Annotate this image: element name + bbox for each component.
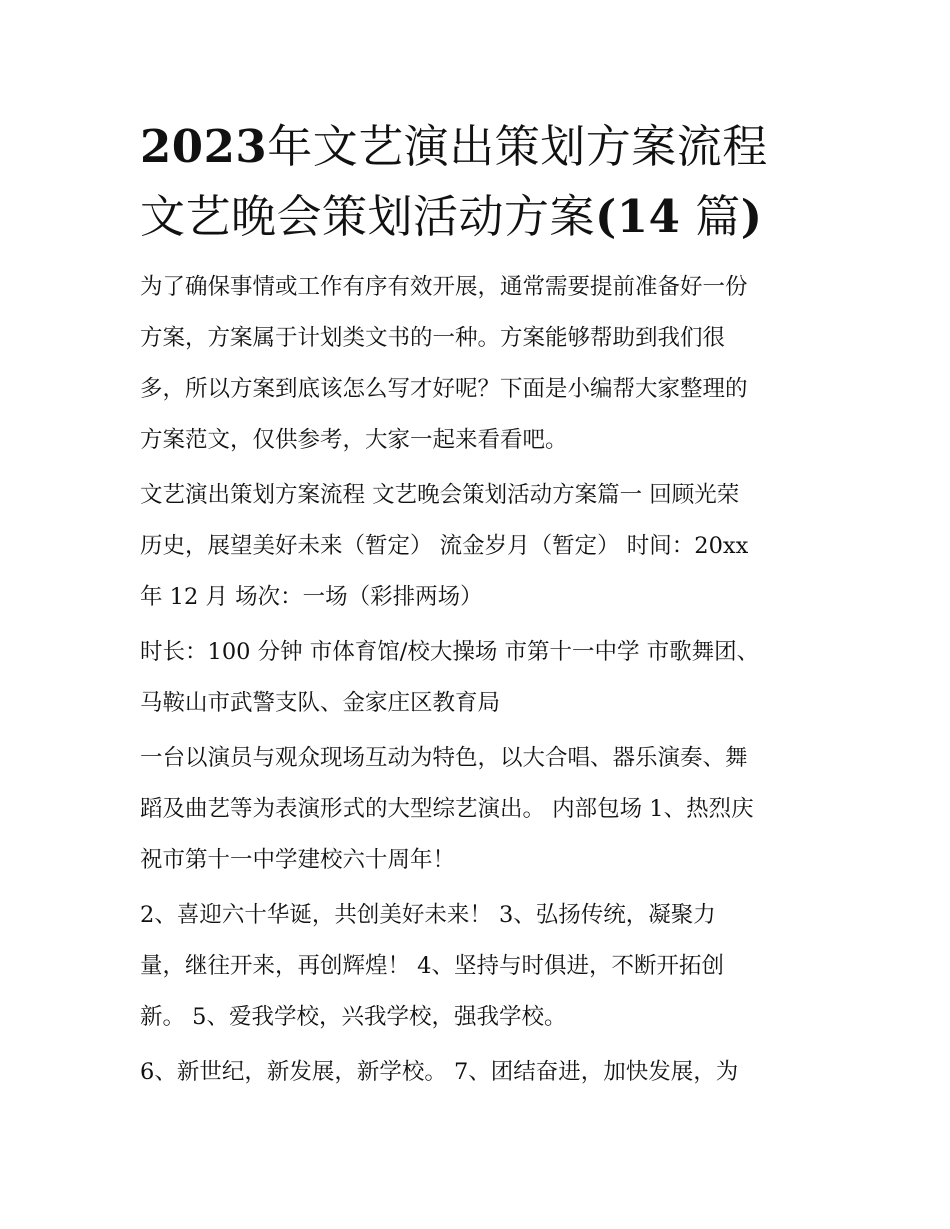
title-count: (14 (595, 190, 681, 243)
paragraph-line: 方案范文，仅供参考，大家一起来看看吧。 (140, 427, 568, 453)
document-page (140, 112, 816, 1102)
paragraph-format (140, 733, 816, 886)
paragraph-line: 马鞍山市武警支队、金家庄区教育局 (140, 690, 501, 716)
title-year: 2023 (140, 120, 268, 173)
paragraph-line: 6、新世纪，新发展，新学校。 7、团结奋进，加快发展，为 (140, 1059, 739, 1085)
title-line-2 (140, 182, 816, 252)
paragraph-slogans-cont (140, 1047, 816, 1098)
title-line-2-text: 文艺晚会策划活动方案 (140, 190, 596, 243)
paragraph-theme (140, 470, 816, 623)
paragraph-line: 多，所以方案到底该怎么写才好呢？下面是小编帮大家整理的 (140, 376, 748, 402)
paragraph-slogans (140, 890, 816, 1043)
title-close-paren: ) (740, 190, 763, 243)
paragraph-line: 新。 5、爱我学校，兴我学校，强我学校。 (140, 1004, 567, 1030)
paragraph-intro (140, 262, 816, 466)
paragraph-line: 量，继往开来，再创辉煌！ 4、坚持与时俱进，不断开拓创 (140, 953, 724, 979)
document-title (140, 112, 816, 252)
paragraph-line: 蹈及曲艺等为表演形式的大型综艺演出。 内部包场 1、热烈庆 (140, 796, 754, 822)
paragraph-line: 为了确保事情或工作有序有效开展，通常需要提前准备好一份 (140, 274, 748, 300)
paragraph-line: 文艺演出策划方案流程 文艺晚会策划活动方案篇一 回顾光荣 (140, 482, 740, 508)
title-line-1 (140, 112, 816, 182)
paragraph-line: 时长：100 分钟 市体育馆/校大操场 市第十一中学 市歌舞团、 (140, 639, 760, 665)
paragraph-line: 2、喜迎六十华诞，共创美好未来！ 3、弘扬传统，凝聚力 (140, 902, 716, 928)
paragraph-line: 年 12 月 场次：一场（彩排两场） (140, 584, 483, 610)
paragraph-venue (140, 627, 816, 729)
paragraph-line: 历史，展望美好未来（暂定） 流金岁月（暂定） 时间：20xx (140, 533, 749, 559)
paragraph-line: 祝市第十一中学建校六十周年！ (140, 847, 456, 873)
paragraph-line: 方案，方案属于计划类文书的一种。方案能够帮助到我们很 (140, 325, 726, 351)
title-line-1-text: 年文艺演出策划方案流程 (267, 120, 768, 173)
paragraph-line: 一台以演员与观众现场互动为特色，以大合唱、器乐演奏、舞 (140, 745, 748, 771)
title-count-unit: 篇 (695, 190, 741, 243)
